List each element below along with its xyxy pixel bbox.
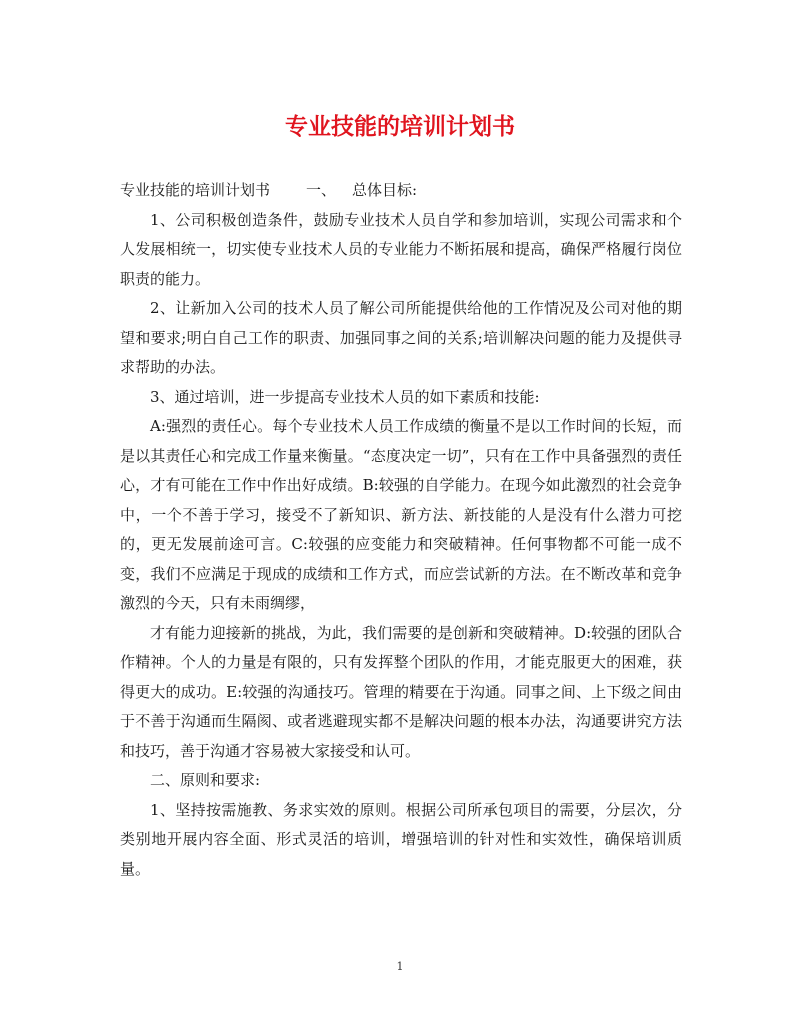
paragraph-principle-1: 1、坚持按需施教、务求实效的原则。根据公司所承包项目的需要，分层次，分类别地开展内容全面、形式灵活的培训，增强培训的针对性和实效性，确保培训质量。 [120, 800, 682, 878]
paragraph-goal-3: 3、通过培训，进一步提高专业技术人员的如下素质和技能: [150, 387, 540, 406]
paragraph-qualities-d-e: 才有能力迎接新的挑战，为此，我们需要的是创新和突破精神。D:较强的团队合作精神。个人的力量是有限的，只有发挥整个团队的作用，才能克服更大的困难，获得更大的成功。E:较强的沟通技巧。管理的精要在于沟通。同事之间、上下级之间由于不善于沟通而生隔阂、或者逃避现实都不是解决问题的根本办法，沟通要讲究方法和技巧，善于沟通才容易被大家接受和认可。 [120, 623, 682, 760]
paragraph-goal-2: 2、让新加入公司的技术人员了解公司所能提供给他的工作情况及公司对他的期望和要求;明白自己工作的职责、加强同事之间的关系;培训解决问题的能力及提供寻求帮助的办法。 [120, 299, 682, 376]
section-heading-principles: 二、原则和要求: [150, 771, 261, 789]
lead-section-number: 一、 [306, 181, 337, 199]
paragraph-goal-1: 1、公司积极创造条件，鼓励专业技术人员自学和参加培训，实现公司需求和个人发展相统一，切实使专业技术人员的专业能力不断拓展和提高，确保严格履行岗位职责的能力。 [120, 210, 682, 288]
document-title: 专业技能的培训计划书 [285, 114, 515, 140]
page-number: 1 [396, 960, 404, 973]
lead-line [120, 176, 682, 206]
paragraph-qualities-a-c: A:强烈的责任心。每个专业技术人员工作成绩的衡量不是以工作时间的长短，而是以其责任心和完成工作量来衡量。“态度决定一切”，只有在工作中具备强烈的责任心，才有可能在工作中作出好成绩。B:较强的自学能力。在现今如此激烈的社会竞争中，一个不善于学习，接受不了新知识、新方法、新技能的人是没有什么潜力可挖的，更无发展前途可言。C:较强的应变能力和突破精神。任何事物都不可能一成不变，我们不应满足于现成的成绩和工作方式，而应尝试新的方法。在不断改革和竞争激烈的今天，只有未雨绸缪， [120, 417, 682, 612]
lead-doc-title: 专业技能的培训计划书 [120, 181, 271, 199]
document-body [120, 176, 682, 884]
lead-section-title: 总体目标: [352, 181, 418, 199]
